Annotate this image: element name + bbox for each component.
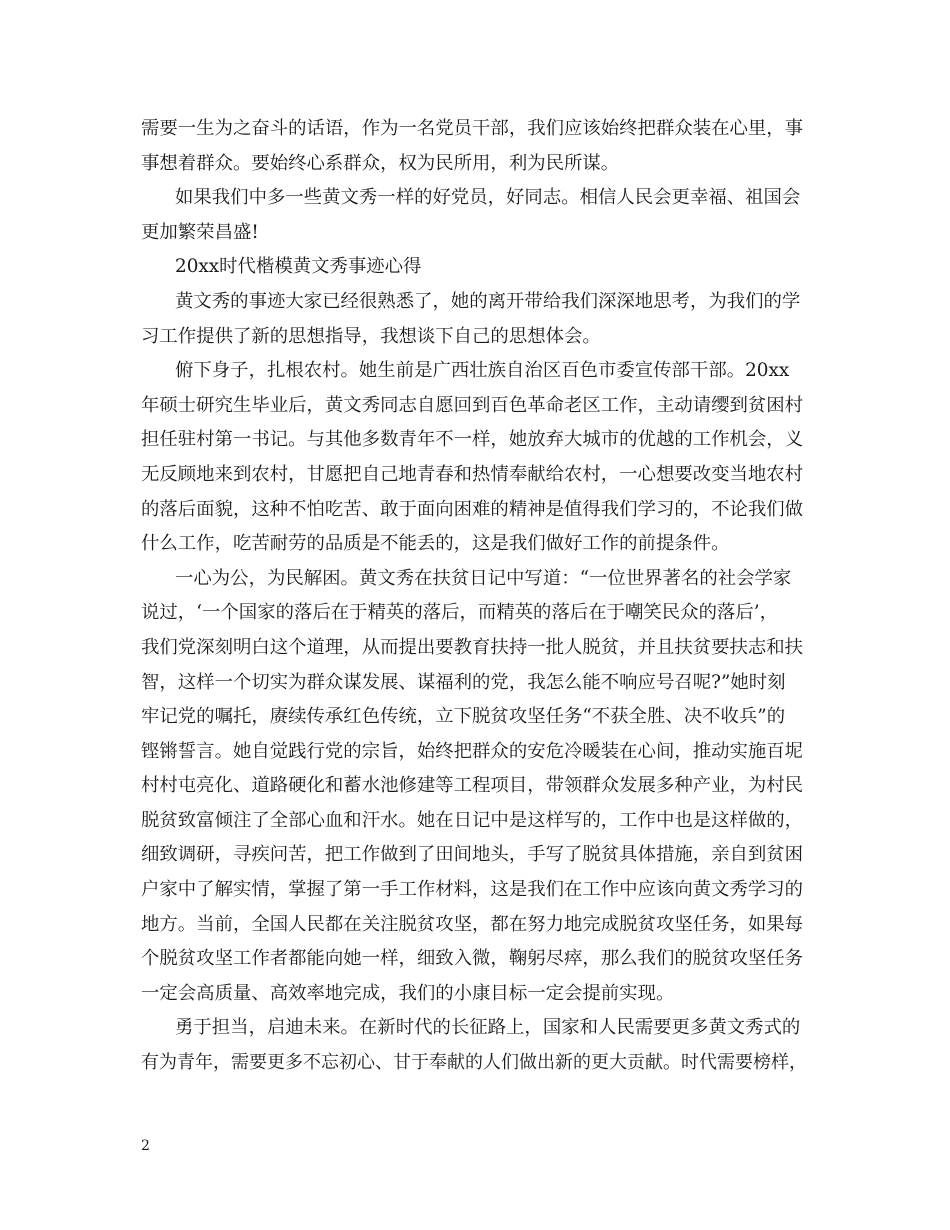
text-line: 事想着群众。要始终心系群众，权为民所用，利为民所谋。 bbox=[141, 152, 620, 174]
text-line: 牢记党的嘱托，赓续传承红色传统，立下脱贫攻坚任务“不获全胜、决不收兵”的 bbox=[141, 706, 786, 728]
text-line: 个脱贫攻坚工作者都能向她一样，细致入微，鞠躬尽瘁，那么我们的脱贫攻坚任务 bbox=[141, 948, 804, 970]
page-number: 2 bbox=[141, 1138, 150, 1154]
text-line: 如果我们中多一些黄文秀一样的好党员，好同志。相信人民会更幸福、祖国会 bbox=[175, 187, 801, 209]
text-line: 担任驻村第一书记。与其他多数青年不一样，她放弃大城市的优越的工作机会，义 bbox=[141, 429, 804, 451]
document-body bbox=[141, 112, 813, 1081]
text-line: 地方。当前，全国人民都在关注脱贫攻坚，都在努力地完成脱贫攻坚任务，如果每 bbox=[141, 913, 804, 935]
text-line: 户家中了解实情，掌握了第一手工作材料，这是我们在工作中应该向黄文秀学习的 bbox=[141, 879, 804, 901]
text-line: 脱贫致富倾注了全部心血和汗水。她在日记中是这样写的，工作中也是这样做的， bbox=[141, 809, 804, 831]
text-line: 说过，‘一个国家的落后在于精英的落后，而精英的落后在于嘲笑民众的落后’， bbox=[141, 602, 778, 624]
text-line: 铿锵誓言。她自觉践行党的宗旨，始终把群众的安危冷暖装在心间，推动实施百坭 bbox=[141, 740, 804, 762]
text-line: 细致调研，寻疾问苦，把工作做到了田间地头，手写了脱贫具体措施，亲自到贫困 bbox=[141, 844, 804, 866]
text-line: 有为青年，需要更多不忘初心、甘于奉献的人们做出新的更大贡献。时代需要榜样， bbox=[141, 1052, 807, 1074]
text-line: 我们党深刻明白这个道理，从而提出要教育扶持一批人脱贫，并且扶贫要扶志和扶 bbox=[141, 636, 804, 658]
text-line: 习工作提供了新的思想指导，我想谈下自己的思想体会。 bbox=[141, 325, 601, 347]
text-line: 一心为公，为民解困。黄文秀在扶贫日记中写道：“一位世界著名的社会学家 bbox=[175, 567, 792, 589]
text-line: 20xx时代楷模黄文秀事迹心得 bbox=[175, 256, 422, 278]
text-line: 黄文秀的事迹大家已经很熟悉了，她的离开带给我们深深地思考，为我们的学 bbox=[175, 290, 801, 312]
text-line: 需要一生为之奋斗的话语，作为一名党员干部，我们应该始终把群众装在心里，事 bbox=[141, 118, 804, 139]
text-line: 什么工作，吃苦耐劳的品质是不能丢的，这是我们做好工作的前提条件。 bbox=[141, 533, 730, 555]
text-line: 的落后面貌，这种不怕吃苦、敢于面向困难的精神是值得我们学习的，不论我们做 bbox=[141, 498, 804, 520]
text-line: 俯下身子，扎根农村。她生前是广西壮族自治区百色市委宣传部干部。20xx bbox=[175, 360, 790, 382]
text-line: 村村屯亮化、道路硬化和蓄水池修建等工程项目，带领群众发展多种产业，为村民 bbox=[141, 775, 804, 797]
text-line: 勇于担当，启迪未来。在新时代的长征路上，国家和人民需要更多黄文秀式的 bbox=[175, 1017, 801, 1039]
text-line: 无反顾地来到农村，甘愿把自己地青春和热情奉献给农村，一心想要改变当地农村 bbox=[141, 463, 804, 485]
text-line: 年硕士研究生毕业后，黄文秀同志自愿回到百色革命老区工作，主动请缨到贫困村 bbox=[141, 394, 804, 416]
text-line: 更加繁荣昌盛! bbox=[141, 221, 259, 243]
text-line: 智，这样一个切实为群众谋发展、谋福利的党，我怎么能不响应号召呢?”她时刻 bbox=[141, 671, 786, 693]
text-line: 一定会高质量、高效率地完成，我们的小康目标一定会提前实现。 bbox=[141, 982, 675, 1004]
